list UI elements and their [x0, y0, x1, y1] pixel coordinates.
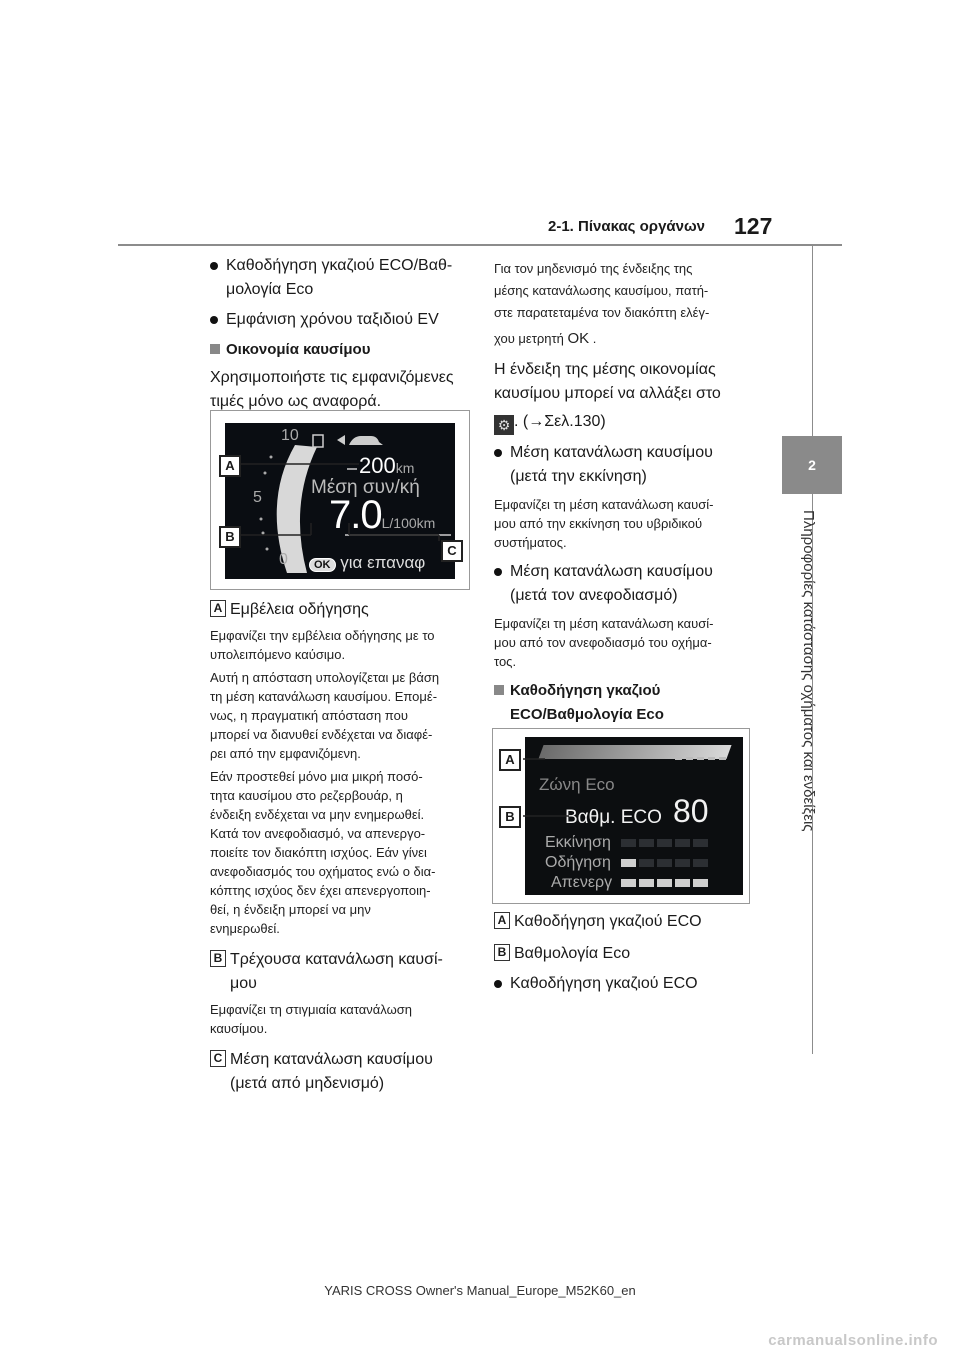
callout-a: A [499, 749, 521, 771]
item-b-text: Εμφανίζει τη στιγμιαία κατανάλωση καυσίμου. [210, 1002, 413, 1036]
eco-item-b: B Βαθμολογία Eco [494, 942, 764, 966]
watermark: carmanualsonline.info [768, 1332, 938, 1349]
list-item: Καθοδήγηση γκαζιού ECO/Βαθ- μολογία Eco [210, 254, 470, 302]
eco-breakdown-labels: Εκκίνηση Οδήγηση Απενεργ [545, 834, 613, 891]
chapter-tab: 2 [782, 436, 842, 494]
refuel-text: Εμφανίζει τη μέση κατανάλωση καυσί- μου από τον ανεφοδιασμό του οχήμα- τος. [494, 616, 714, 669]
driving-range-readout: 200km [359, 453, 415, 478]
callout-a: A [219, 455, 241, 477]
eco-legend [494, 910, 764, 996]
left-column-lower [210, 598, 472, 1096]
gauge-tick-label: 5 [253, 489, 262, 506]
eco-figure [492, 728, 750, 904]
item-b-title: B Τρέχουσα κατανάλωση καυσί- μου [210, 948, 472, 996]
average-consumption-label: Μέση συν/κή [311, 477, 420, 498]
fuel-economy-figure [210, 410, 470, 590]
header-rule [118, 244, 842, 246]
left-column [210, 254, 470, 414]
gear-icon: ⚙ [494, 415, 514, 435]
list-item: Μέση κατανάλωση καυσίμου (μετά τον ανεφοδιασμό) [494, 560, 764, 608]
gauge-tick-label: 0 [279, 551, 288, 568]
page-number: 127 [734, 213, 773, 239]
item-a-text: Εμφανίζει την εμβέλεια οδήγησης με το υπολειπόμενο καύσιμο. Αυτή η απόσταση υπολογίζεται με βάση τη μέση κατανάλωση καυσίμου. Επομέ- νως, η πραγματική απόσταση που μπορεί να διανυθεί ενδέχεται να διαφέ- ρει από την εμφανιζόμενη. Εάν προστεθεί μόνο μια μικρή ποσό- τητα καυσίμου στο ρεζερβουάρ, η ένδειξη ενδέχεται να μην ενημερωθεί. Κατά τον ανεφοδιασμό, να απενεργο- ποιείτε τον διακόπτη ισχύος. Εάν γίνει ανεφοδιασμός του οχήματος ενώ ο δια- κόπτης ισχύος δεν έχει απενεργοποιη- θεί, η ένδειξη μπορεί να μην ενημερωθεί. [210, 628, 440, 936]
section-heading: Οικονομία καυσίμου [210, 338, 470, 362]
start-text: Εμφανίζει τη μέση κατανάλωση καυσί- μου από την εκκίνηση του υβριδικού συστήματος. [494, 497, 714, 550]
callout-c: C [441, 540, 463, 562]
eco-score-value: 80 [673, 793, 709, 829]
reset-hint: OK για επαναφ [309, 553, 425, 573]
item-a-title: A Εμβέλεια οδήγησης [210, 598, 472, 622]
callout-lines [493, 729, 749, 903]
ok-icon: OK [309, 558, 336, 572]
eco-item-a: A Καθοδήγηση γκαζιού ECO [494, 910, 764, 934]
callout-b: B [219, 526, 241, 548]
settings-reference: ⚙ . (→Σελ.130) [494, 410, 764, 435]
chapter-title-vertical: Πληροφορίες κατάστασης οχήματος και ενδείξεις [800, 510, 817, 832]
tab-divider [812, 246, 813, 436]
eco-zone-label: Ζώνη Eco [539, 775, 615, 794]
item-c-title: C Μέση κατανάλωση καυσίμου (μετά από μηδενισμό) [210, 1048, 472, 1096]
section-heading: Καθοδήγηση γκαζιού ECO/Βαθμολογία Eco [494, 679, 764, 727]
reset-instructions: Για τον μηδενισμό της ένδειξης της μέσης κατανάλωσης καυσίμου, πατή- στε παρατεταμένα τον διακόπτη ελέγ- χου μετρητή OK . [494, 261, 710, 347]
footer-text: YARIS CROSS Owner's Manual_Europe_M52K60_en [324, 1283, 636, 1298]
ok-switch-icon: OK [567, 330, 590, 347]
eco-score-label: Βαθμ. ECO [565, 807, 662, 828]
intro-text: Χρησιμοποιήστε τις εμφανιζόμενες τιμές μόνο ως αναφορά. [210, 369, 454, 410]
callout-lines [211, 411, 469, 589]
gauge-tick-label: 10 [281, 427, 299, 444]
average-consumption-readout: 7.0L/100km [329, 493, 436, 537]
list-item: Καθοδήγηση γκαζιού ECO [494, 972, 764, 996]
list-item: Μέση κατανάλωση καυσίμου (μετά την εκκίνηση) [494, 441, 764, 489]
right-column [494, 258, 764, 727]
callout-b: B [499, 806, 521, 828]
change-text: Η ένδειξη της μέσης οικονομίας καυσίμου μπορεί να αλλάξει στο [494, 361, 721, 402]
list-item: Εμφάνιση χρόνου ταξιδιού EV [210, 308, 470, 332]
section-title: 2-1. Πίνακας οργάνων [548, 218, 705, 235]
